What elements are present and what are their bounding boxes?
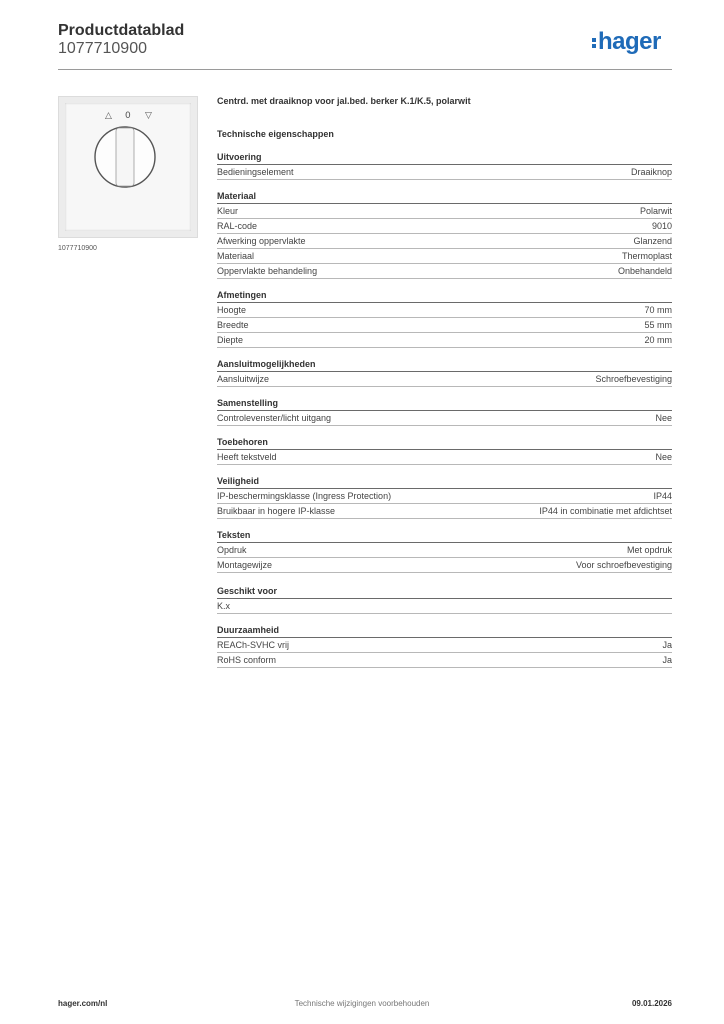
spec-label: RAL-code — [217, 221, 258, 231]
section-title: Veiligheid — [217, 475, 672, 489]
spec-value: Glanzend — [633, 236, 672, 246]
spec-value: Ja — [662, 655, 672, 665]
spec-content — [217, 96, 672, 678]
section-title: Duurzaamheid — [217, 624, 672, 638]
product-number: 1077710900 — [58, 40, 147, 57]
spec-value: Onbehandeld — [617, 266, 672, 276]
spec-label: REACh-SVHC vrij — [217, 640, 290, 650]
spec-value: Met opdruk — [626, 545, 672, 555]
technical-properties-heading: Technische eigenschappen — [217, 129, 334, 139]
spec-value: 20 mm — [644, 335, 672, 345]
spec-value: 55 mm — [644, 320, 672, 330]
spec-value: IP44 — [653, 491, 672, 501]
spec-row — [217, 558, 672, 573]
spec-label: Hoogte — [217, 305, 247, 315]
spec-label: Afwerking oppervlakte — [217, 236, 306, 246]
section-title: Afmetingen — [217, 289, 672, 303]
spec-row — [217, 504, 672, 519]
section-title: Samenstelling — [217, 397, 672, 411]
spec-section — [217, 475, 672, 519]
spec-row — [217, 489, 672, 504]
spec-row — [217, 264, 672, 279]
spec-label: Bedieningselement — [217, 167, 294, 177]
symbol-up: △ — [105, 111, 112, 121]
logo-text: hager — [598, 28, 661, 55]
spec-label: RoHS conform — [217, 655, 277, 665]
spec-value: Voor schroefbevestiging — [575, 560, 672, 570]
spec-section — [217, 436, 672, 465]
header-divider — [58, 69, 672, 70]
spec-row — [217, 372, 672, 387]
spec-row — [217, 638, 672, 653]
spec-label: Aansluitwijze — [217, 374, 270, 384]
spec-label: Diepte — [217, 335, 244, 345]
spec-label: Breedte — [217, 320, 249, 330]
spec-section — [217, 585, 672, 614]
section-title: Teksten — [217, 529, 672, 543]
spec-row — [217, 303, 672, 318]
spec-label: K.x — [217, 601, 231, 611]
spec-row — [217, 450, 672, 465]
section-title: Geschikt voor — [217, 585, 672, 599]
symbol-zero: 0 — [125, 111, 131, 121]
spec-row — [217, 411, 672, 426]
spec-value: Nee — [655, 413, 672, 423]
spec-section — [217, 358, 672, 387]
spec-section — [217, 624, 672, 668]
spec-label: Bruikbaar in hogere IP-klasse — [217, 506, 336, 516]
spec-value: Ja — [662, 640, 672, 650]
knob-grip — [116, 128, 134, 186]
section-title: Aansluitmogelijkheden — [217, 358, 672, 372]
spec-sections — [217, 151, 672, 668]
spec-value: Draaiknop — [630, 167, 672, 177]
spec-row — [217, 333, 672, 348]
section-title: Toebehoren — [217, 436, 672, 450]
product-description: Centrd. met draaiknop voor jal.bed. berker K.1/K.5, polarwit — [217, 96, 471, 106]
spec-row — [217, 599, 672, 614]
logo-dots-icon — [592, 36, 597, 50]
section-title: Materiaal — [217, 190, 672, 204]
spec-value: 70 mm — [644, 305, 672, 315]
spec-label: Materiaal — [217, 251, 255, 261]
spec-section — [217, 529, 672, 573]
product-image — [58, 96, 198, 238]
spec-row — [217, 543, 672, 558]
rotary-knob-illustration — [65, 103, 191, 231]
spec-row — [217, 249, 672, 264]
spec-row — [217, 219, 672, 234]
section-title: Uitvoering — [217, 151, 672, 165]
spec-label: Kleur — [217, 206, 239, 216]
spec-label: Controlevenster/licht uitgang — [217, 413, 332, 423]
footer-website: hager.com/nl — [58, 999, 108, 1008]
spec-section — [217, 397, 672, 426]
spec-value: Nee — [655, 452, 672, 462]
spec-row — [217, 234, 672, 249]
spec-row — [217, 653, 672, 668]
spec-row — [217, 165, 672, 180]
spec-value: Thermoplast — [621, 251, 672, 261]
spec-row — [217, 318, 672, 333]
spec-value: Schroefbevestiging — [595, 374, 672, 384]
spec-value: 9010 — [651, 221, 672, 231]
footer-disclaimer: Technische wijzigingen voorbehouden — [294, 999, 430, 1008]
spec-section — [217, 289, 672, 348]
spec-section — [217, 190, 672, 279]
spec-value: IP44 in combinatie met afdichtset — [539, 506, 672, 516]
footer-date: 09.01.2026 — [631, 999, 672, 1008]
spec-label: IP-beschermingsklasse (Ingress Protection) — [217, 491, 392, 501]
spec-row — [217, 204, 672, 219]
symbol-down: ▽ — [145, 111, 152, 121]
hager-logo — [592, 28, 661, 56]
image-caption: 1077710900 — [58, 245, 97, 252]
cover-plate — [65, 103, 191, 231]
spec-label: Oppervlakte behandeling — [217, 266, 318, 276]
spec-value: Polarwit — [639, 206, 672, 216]
spec-section — [217, 151, 672, 180]
spec-label: Heeft tekstveld — [217, 452, 277, 462]
document-title: Productdatablad — [58, 22, 185, 39]
spec-label: Montagewijze — [217, 560, 273, 570]
spec-label: Opdruk — [217, 545, 247, 555]
